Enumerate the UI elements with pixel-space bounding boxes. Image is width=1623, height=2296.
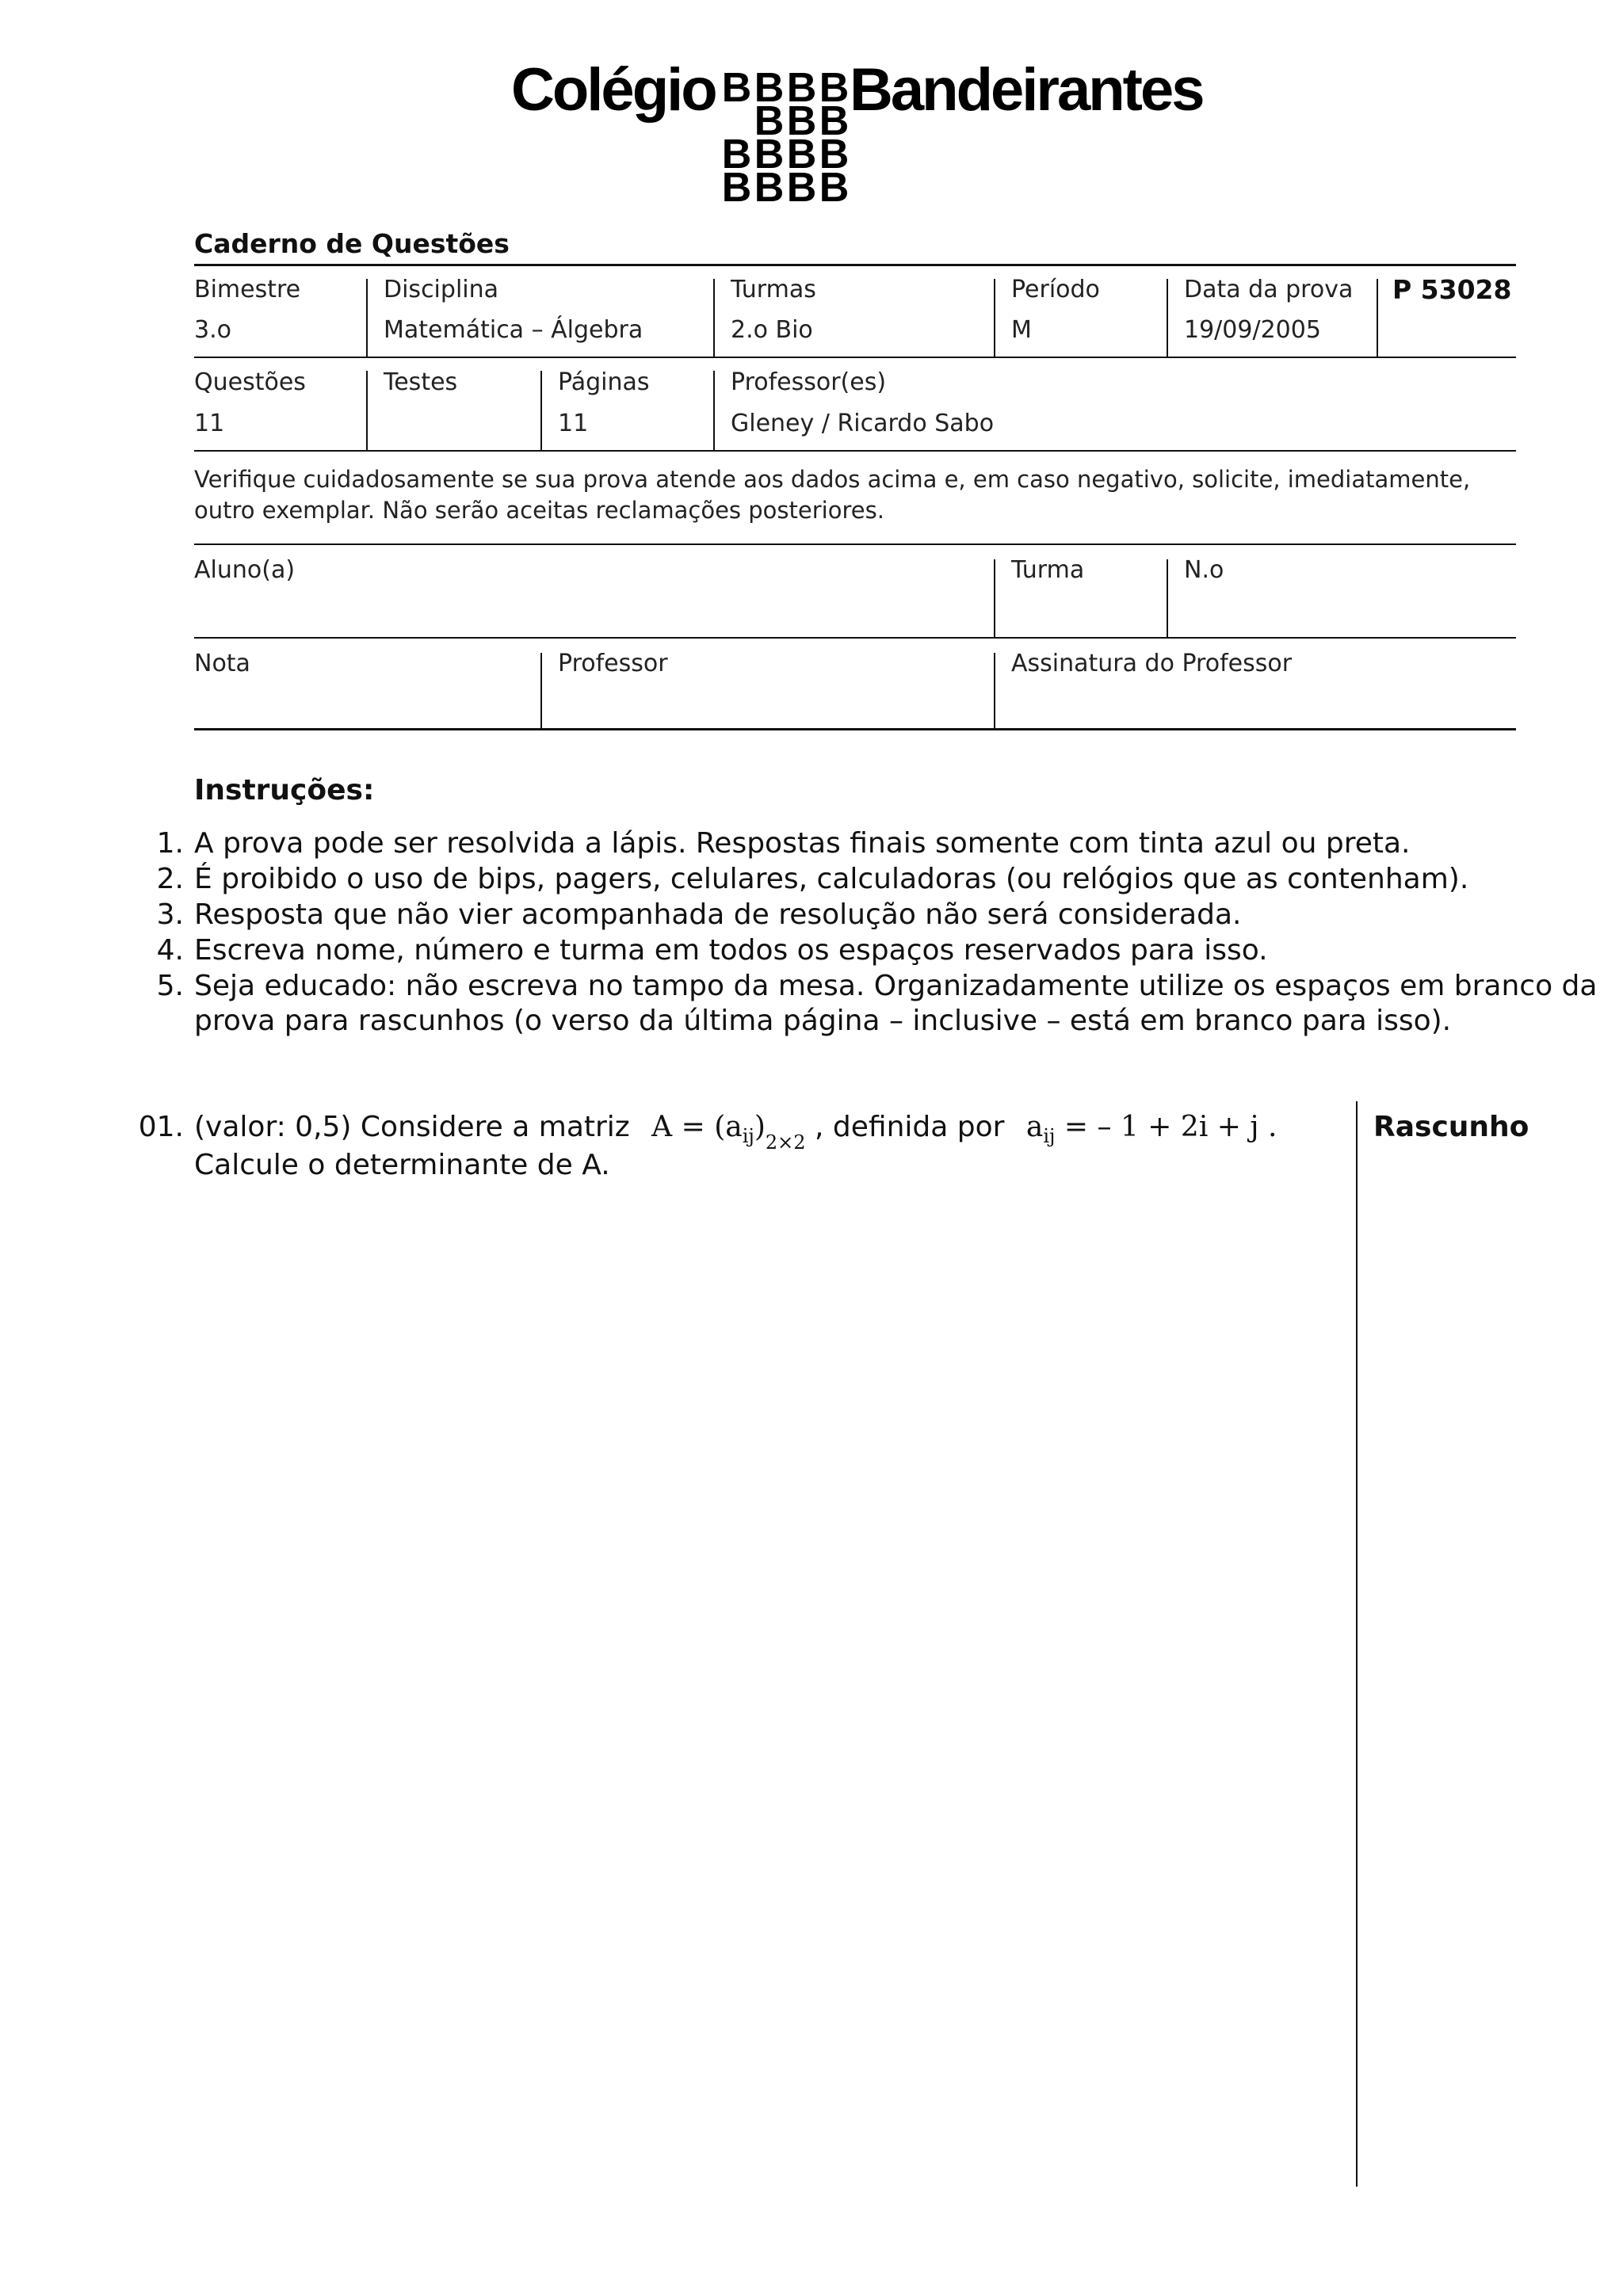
turma-label: Turma bbox=[1011, 556, 1085, 584]
turmas-value: 2.o Bio bbox=[731, 316, 813, 344]
professores-value: Gleney / Ricardo Sabo bbox=[731, 410, 995, 437]
instruction-text: É proibido o uso de bips, pagers, celulares, calculadoras (ou relógios que as contenham). bbox=[194, 863, 1469, 895]
matrix-close: ) bbox=[754, 1111, 766, 1143]
divider bbox=[1377, 279, 1378, 357]
formula bbox=[1025, 1111, 1277, 1148]
logo-left-word: Colégio bbox=[511, 56, 716, 124]
logo-b: B bbox=[754, 98, 783, 144]
question-intro: (valor: 0,5) Considere a matriz bbox=[194, 1111, 630, 1143]
instruction-text: A prova pode ser resolvida a lápis. Respostas finais somente com tinta azul ou preta. bbox=[194, 827, 1411, 860]
periodo-label: Período bbox=[1011, 276, 1100, 303]
divider bbox=[366, 371, 368, 450]
instruction-text: Escreva nome, número e turma em todos os espaços reservados para isso. bbox=[194, 934, 1268, 967]
notice-line-1: Verifique cuidadosamente se sua prova atende aos dados acima e, em caso negativo, solicite, imediatamente, bbox=[194, 466, 1471, 493]
instruction-text: Resposta que não vier acompanhada de resolução não será considerada. bbox=[194, 898, 1242, 931]
rascunho-divider bbox=[1356, 1101, 1358, 2187]
formula-a: a bbox=[1025, 1111, 1044, 1143]
paginas-label: Páginas bbox=[558, 368, 650, 396]
caderno-title: Caderno de Questões bbox=[194, 228, 510, 259]
question-text bbox=[194, 1111, 1277, 1154]
instruction-number: 3. bbox=[156, 898, 184, 931]
numero-label: N.o bbox=[1184, 556, 1224, 584]
notice-rule bbox=[194, 543, 1516, 545]
logo-b: B bbox=[819, 65, 848, 111]
instructions-title: Instruções: bbox=[194, 774, 375, 807]
paginas-value: 11 bbox=[558, 410, 589, 437]
logo-b: B bbox=[786, 65, 815, 111]
divider bbox=[713, 371, 715, 450]
logo-b: B bbox=[721, 165, 750, 211]
row1-rule bbox=[194, 357, 1516, 358]
instruction-number: 1. bbox=[156, 827, 184, 860]
subscript-dim: 2×2 bbox=[765, 1131, 806, 1154]
questoes-label: Questões bbox=[194, 368, 306, 396]
header-bottom-rule bbox=[194, 728, 1516, 730]
professor-label: Professor bbox=[558, 650, 668, 677]
logo-b: B bbox=[819, 132, 848, 177]
bimestre-value: 3.o bbox=[194, 316, 231, 344]
row2-rule bbox=[194, 450, 1516, 452]
matrix-name: A = (a bbox=[651, 1111, 743, 1143]
question-mid: , definida por bbox=[815, 1111, 1005, 1143]
instruction-number: 4. bbox=[156, 934, 184, 967]
periodo-value: M bbox=[1011, 316, 1032, 344]
student-rule bbox=[194, 637, 1516, 639]
instruction-text: Seja educado: não escreva no tampo da mesa. Organizadamente utilize os espaços em branco da bbox=[194, 970, 1598, 1002]
divider bbox=[713, 279, 715, 357]
formula-rhs: = – 1 + 2i + j . bbox=[1055, 1111, 1277, 1143]
instruction-text-continued: prova para rascunhos (o verso da última página – inclusive – está em branco para isso). bbox=[194, 1005, 1452, 1037]
logo-b: B bbox=[786, 165, 815, 211]
divider bbox=[994, 279, 995, 357]
disciplina-value: Matemática – Álgebra bbox=[384, 316, 643, 344]
logo-b: B bbox=[721, 132, 750, 177]
bimestre-label: Bimestre bbox=[194, 276, 301, 303]
turmas-label: Turmas bbox=[731, 276, 816, 303]
testes-label: Testes bbox=[384, 368, 458, 396]
rascunho-label: Rascunho bbox=[1373, 1111, 1529, 1143]
disciplina-label: Disciplina bbox=[384, 276, 499, 303]
logo-b: B bbox=[819, 165, 848, 211]
exam-code: P 53028 bbox=[1392, 274, 1512, 305]
divider bbox=[1167, 279, 1168, 357]
questoes-value: 11 bbox=[194, 410, 225, 437]
data-prova-value: 19/09/2005 bbox=[1184, 316, 1321, 344]
data-prova-label: Data da prova bbox=[1184, 276, 1354, 303]
logo-right-word: Bandeirantes bbox=[850, 56, 1203, 124]
instruction-number: 2. bbox=[156, 863, 184, 895]
logo-b: B bbox=[721, 65, 750, 111]
divider bbox=[1167, 559, 1168, 637]
divider bbox=[366, 279, 368, 357]
divider bbox=[540, 371, 542, 450]
professores-label: Professor(es) bbox=[731, 368, 887, 396]
logo-monogram-grid bbox=[720, 65, 850, 211]
logo-b: B bbox=[754, 132, 783, 177]
divider bbox=[540, 653, 542, 729]
header-top-rule bbox=[194, 264, 1516, 266]
question-number: 01. bbox=[138, 1111, 184, 1143]
subscript-ij: ij bbox=[742, 1125, 754, 1148]
divider bbox=[994, 559, 995, 637]
notice-line-2: outro exemplar. Não serão aceitas reclamações posteriores. bbox=[194, 497, 884, 524]
question-line-2: Calcule o determinante de A. bbox=[194, 1149, 610, 1181]
instruction-number: 5. bbox=[156, 970, 184, 1002]
logo-b: B bbox=[786, 98, 815, 144]
divider bbox=[994, 653, 995, 729]
aluno-label: Aluno(a) bbox=[194, 556, 296, 584]
logo-b: B bbox=[754, 165, 783, 211]
assinatura-label: Assinatura do Professor bbox=[1011, 650, 1293, 677]
subscript-ij: ij bbox=[1043, 1125, 1056, 1148]
logo-b: B bbox=[786, 132, 815, 177]
nota-label: Nota bbox=[194, 650, 250, 677]
logo-b: B bbox=[754, 65, 783, 111]
logo-b: B bbox=[819, 98, 848, 144]
matrix-definition bbox=[651, 1111, 815, 1154]
